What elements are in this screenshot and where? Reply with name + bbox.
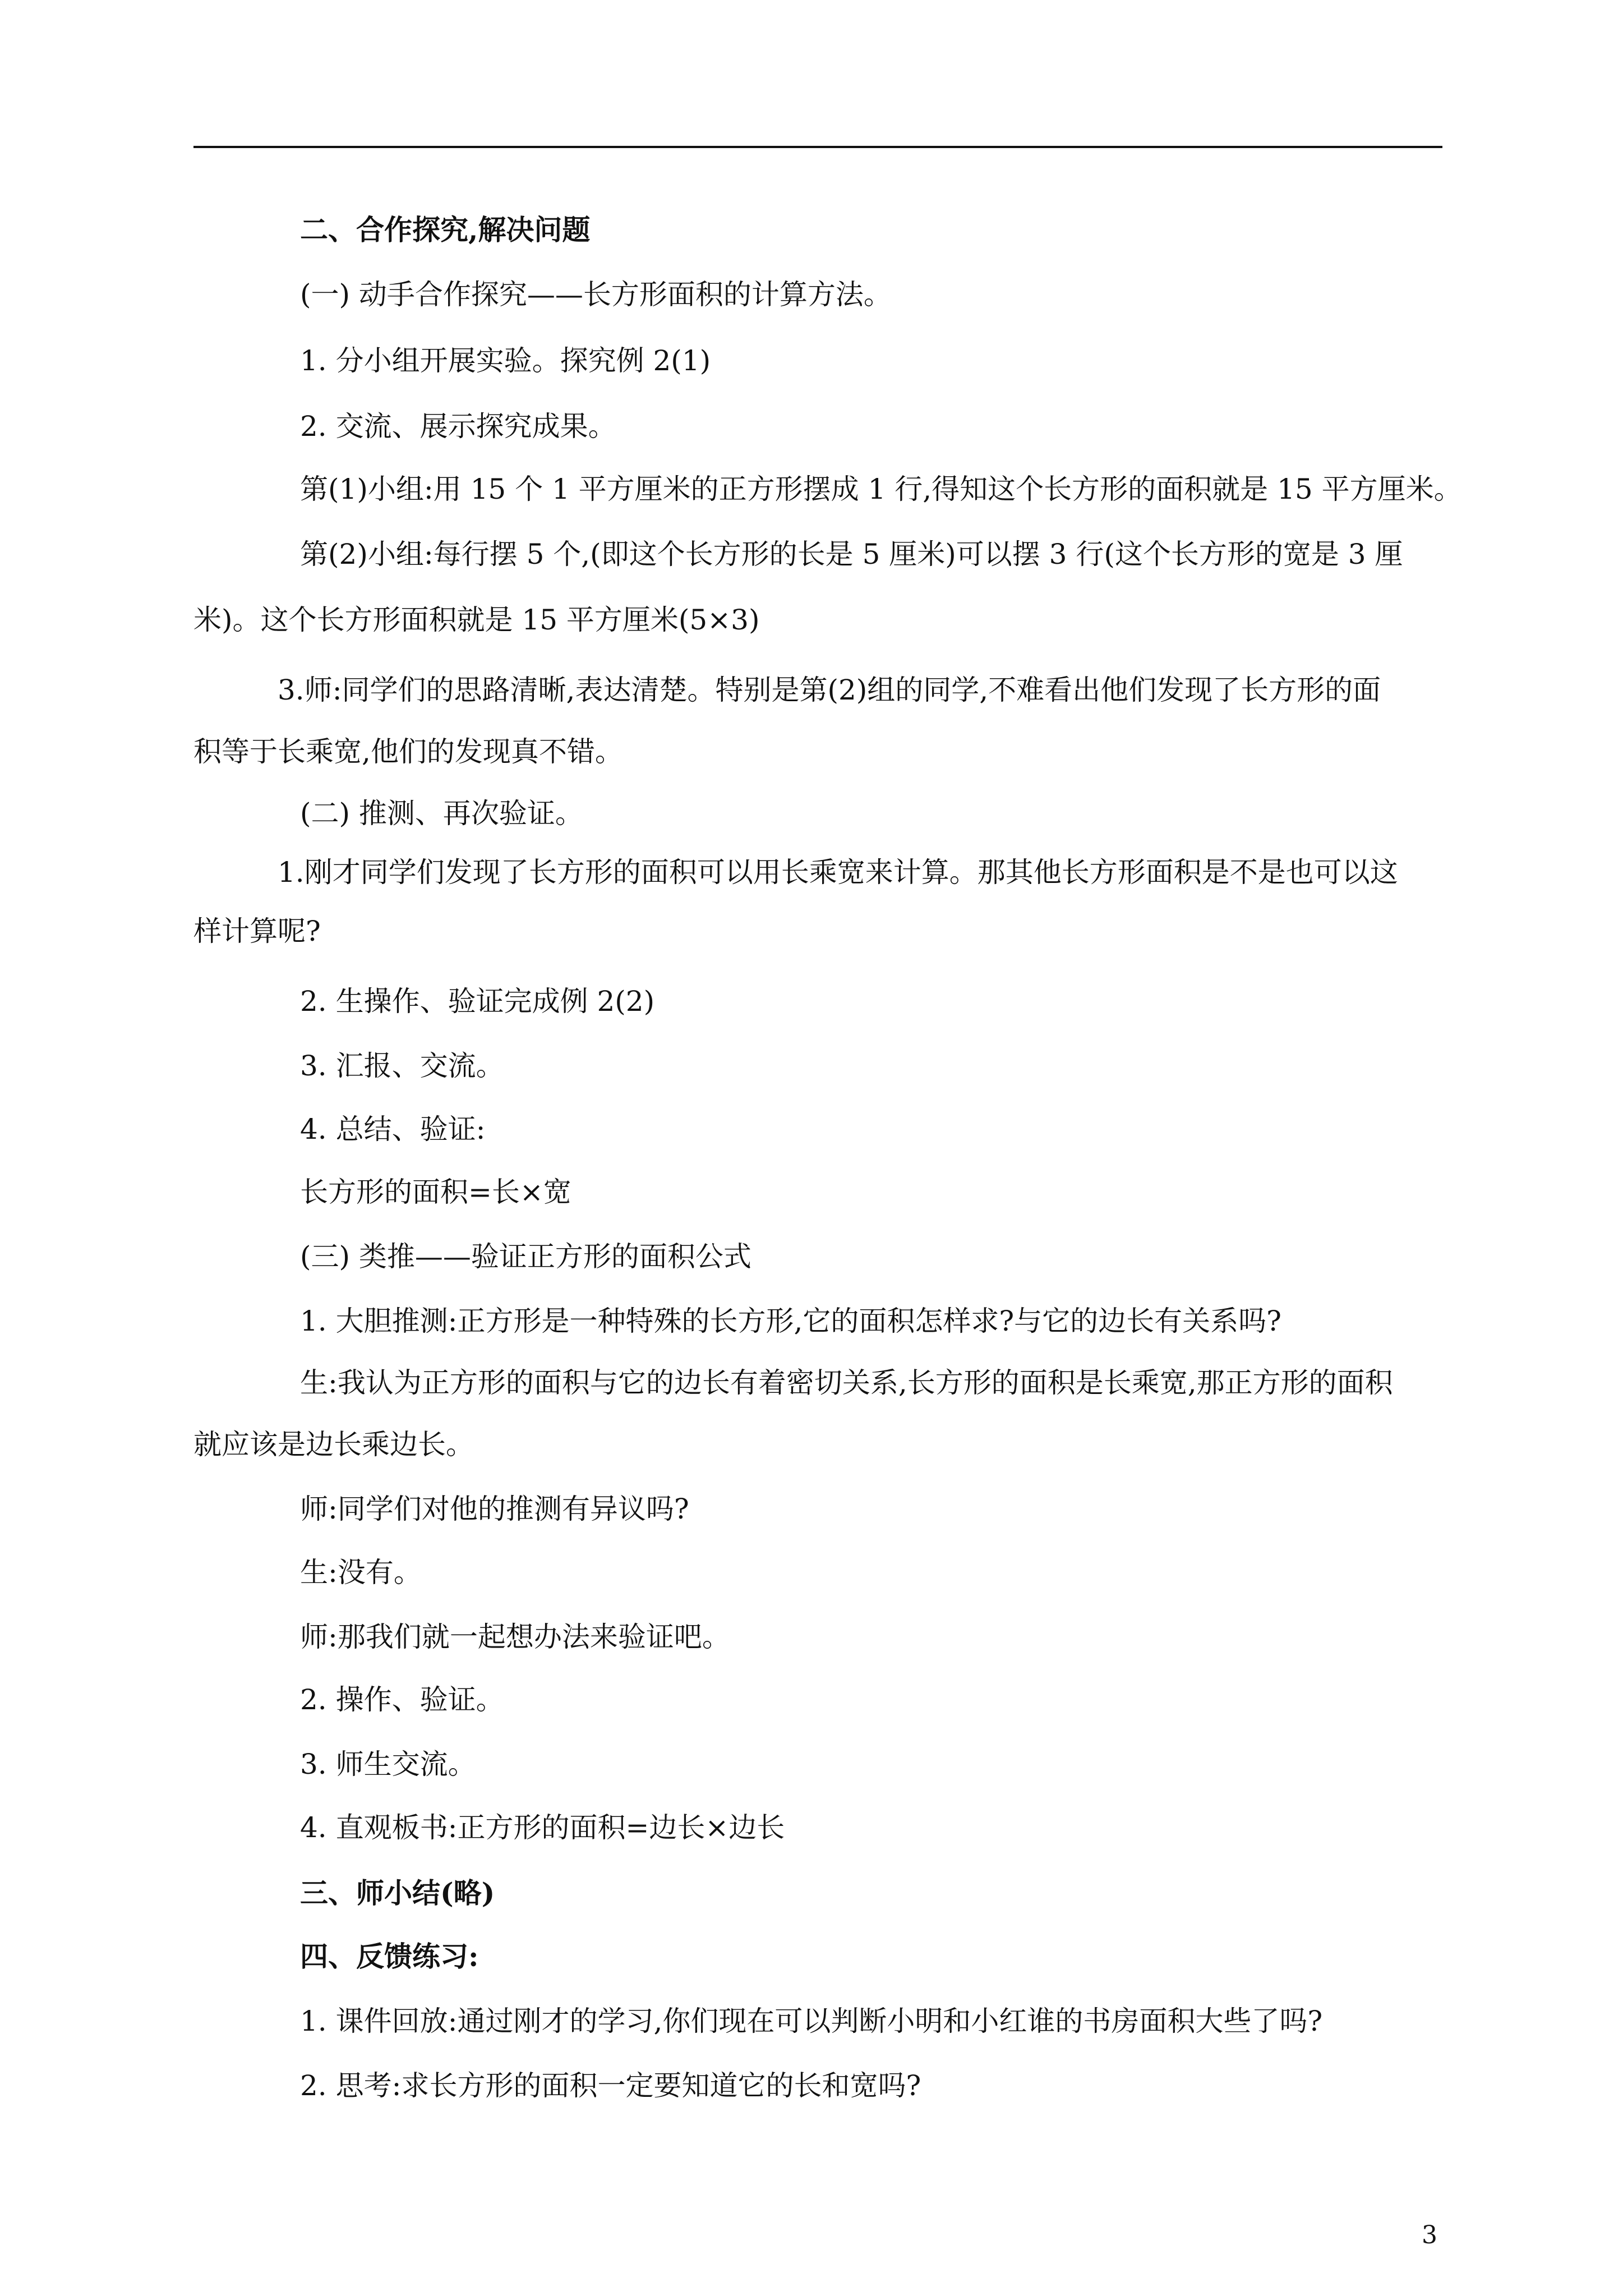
subheading-part-3: (三) 类推——验证正方形的面积公式 [300,1240,751,1273]
subheading-part-1: (一) 动手合作探究——长方形面积的计算方法。 [300,278,892,311]
paragraph-infer-3: 3. 汇报、交流。 [300,1050,504,1082]
paragraph-teacher-3-cont: 积等于长乘宽,他们的发现真不错。 [193,735,623,768]
paragraph-infer-2: 2. 生操作、验证完成例 2(2) [300,985,655,1018]
paragraph-exercise-2: 2. 思考:求长方形的面积一定要知道它的长和宽吗? [300,2069,921,2102]
paragraph-student-reply: 生:没有。 [300,1556,422,1589]
paragraph-teacher-question: 师:同学们对他的推测有异议吗? [300,1493,689,1525]
page-number: 3 [1422,2221,1437,2249]
paragraph-step-1: 1. 分小组开展实验。探究例 2(1) [300,344,711,377]
paragraph-guess-1: 1. 大胆推测:正方形是一种特殊的长方形,它的面积怎样求?与它的边长有关系吗? [300,1305,1281,1337]
paragraph-infer-1-cont: 样计算呢? [193,915,321,947]
heading-section-2: 二、合作探究,解决问题 [300,213,591,246]
paragraph-operate: 2. 操作、验证。 [300,1683,504,1716]
paragraph-group-2: 第(2)小组:每行摆 5 个,(即这个长方形的长是 5 厘米)可以摆 3 行(这个长方形的宽是 3 厘 [300,538,1403,570]
subheading-part-2: (二) 推测、再次验证。 [300,797,583,830]
heading-section-3: 三、师小结(略) [300,1876,495,1910]
paragraph-teacher-verify: 师:那我们就一起想办法来验证吧。 [300,1621,730,1653]
paragraph-student-answer: 生:我认为正方形的面积与它的边长有着密切关系,长方形的面积是长乘宽,那正方形的面积 [300,1366,1393,1399]
paragraph-group-2-cont: 米)。这个长方形面积就是 15 平方厘米(5×3) [193,604,760,636]
formula-rectangle-area: 长方形的面积=长×宽 [300,1176,571,1208]
paragraph-group-1: 第(1)小组:用 15 个 1 平方厘米的正方形摆成 1 行,得知这个长方形的面积就是 15 平方厘米。 [300,473,1462,505]
formula-square-area: 4. 直观板书:正方形的面积=边长×边长 [300,1811,785,1844]
paragraph-exercise-1: 1. 课件回放:通过刚才的学习,你们现在可以判断小明和小红谁的书房面积大些了吗? [300,2005,1323,2037]
heading-section-4: 四、反馈练习: [300,1940,479,1973]
paragraph-infer-4: 4. 总结、验证: [300,1113,486,1145]
paragraph-student-answer-cont: 就应该是边长乘边长。 [193,1428,474,1461]
paragraph-exchange: 3. 师生交流。 [300,1748,476,1780]
paragraph-teacher-3: 3.师:同学们的思路清晰,表达清楚。特别是第(2)组的同学,不难看出他们发现了长方形的面 [278,674,1381,706]
paragraph-step-2: 2. 交流、展示探究成果。 [300,410,616,443]
paragraph-infer-1: 1.刚才同学们发现了长方形的面积可以用长乘宽来计算。那其他长方形面积是不是也可以这 [278,856,1398,889]
